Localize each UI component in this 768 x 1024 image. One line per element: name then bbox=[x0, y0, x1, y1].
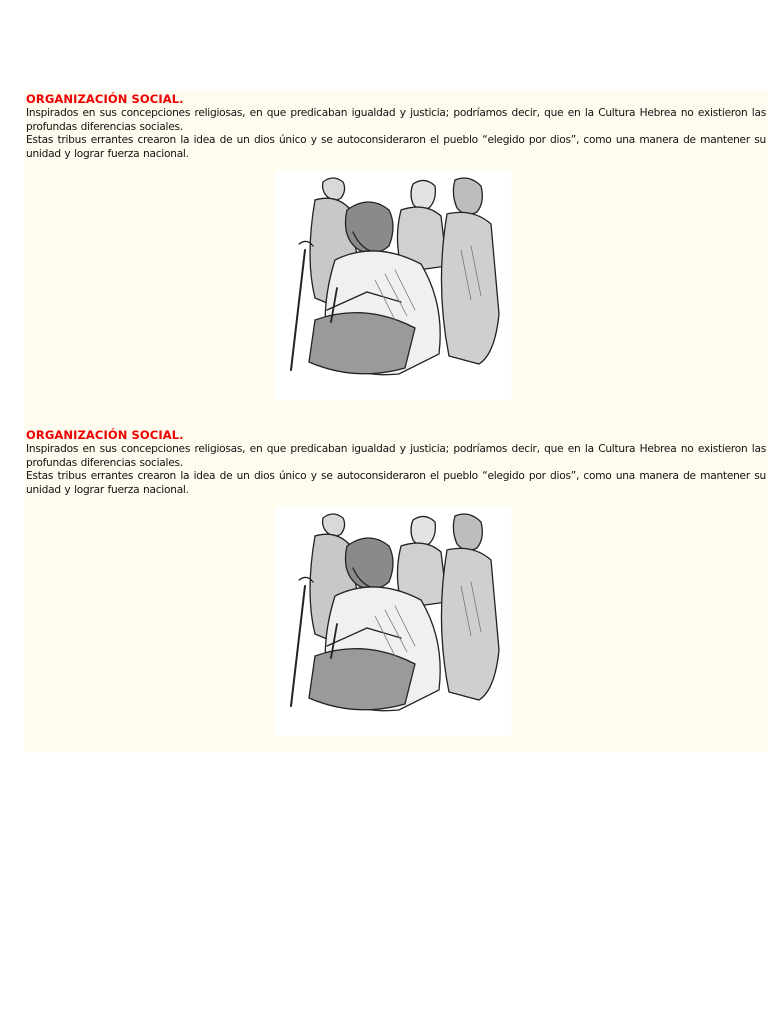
section-organizacion-social-1 bbox=[25, 92, 767, 161]
section-paragraph-1: Inspirados en sus concepciones religiosas, en que predicaban igualdad y justicia; podríamos decir, que en la Cultura Hebrea no existieron las profundas diferencias sociales. bbox=[26, 107, 766, 133]
content-panel bbox=[25, 90, 767, 752]
section-paragraph-2: Estas tribus errantes crearon la idea de un dios único y se autoconsideraron el pueblo “elegido por dios”, como una manera de mantener su unidad y lograr fuerza nacional. bbox=[26, 134, 766, 160]
section-heading: ORGANIZACIÓN SOCIAL. bbox=[26, 428, 184, 442]
section-organizacion-social-2 bbox=[25, 428, 767, 497]
section-heading: ORGANIZACIÓN SOCIAL. bbox=[26, 92, 184, 106]
section-paragraph-1: Inspirados en sus concepciones religiosas, en que predicaban igualdad y justicia; podríamos decir, que en la Cultura Hebrea no existieron las profundas diferencias sociales. bbox=[26, 443, 766, 469]
section-paragraph-2: Estas tribus errantes crearon la idea de un dios único y se autoconsideraron el pueblo “elegido por dios”, como una manera de mantener su unidad y lograr fuerza nacional. bbox=[26, 470, 766, 496]
illustration-hebrew-scribes bbox=[275, 506, 511, 736]
illustration-hebrew-scribes bbox=[275, 170, 511, 400]
